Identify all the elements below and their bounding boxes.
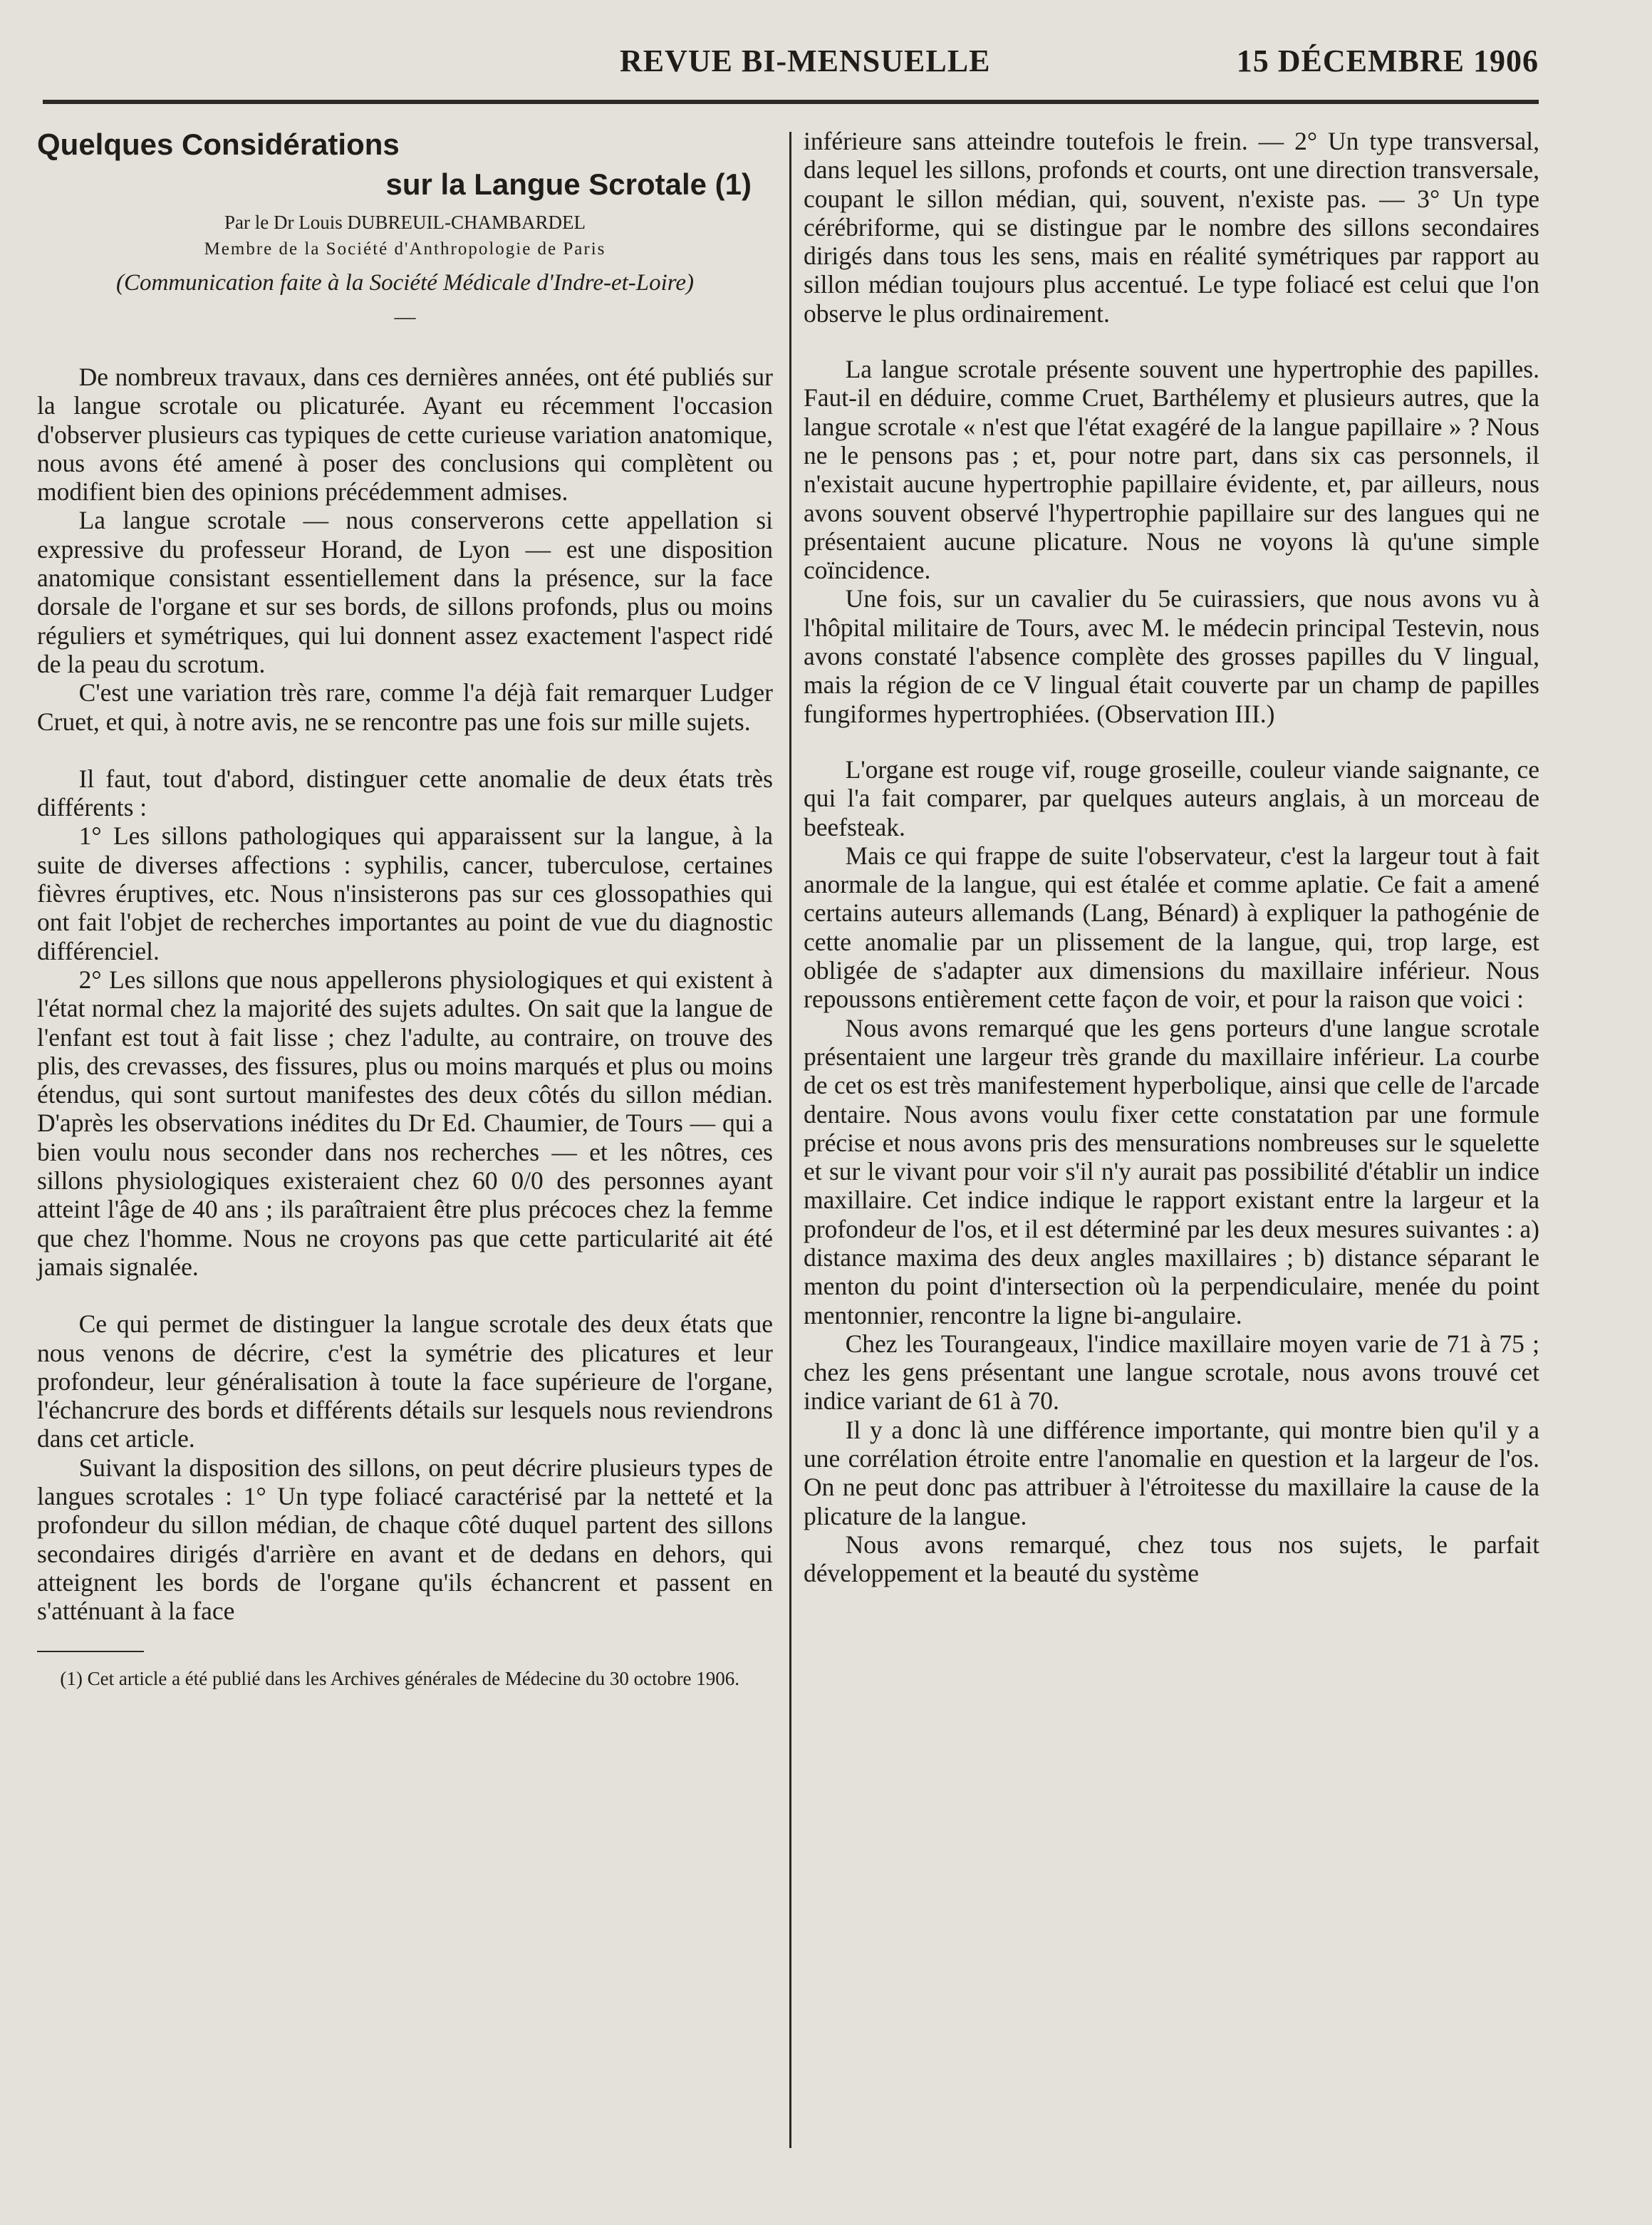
title-separator: — [394,305,416,328]
issue-date: 15 DÉCEMBRE 1906 [1236,43,1539,78]
paragraph: Mais ce qui frappe de suite l'observateur, c'est la largeur tout à fait anormale de la langue, qui est étalée et comme aplatie. Ce fait a amené certains auteurs allemands (Lang, Bénard) à expliquer la pathogénie de cette anomalie par un plissement de la langue, qui, trop large, est obligée de s'adapter aux dimensions du maxillaire inférieur. Nous repoussons entièrement cette façon de voir, et pour la raison que voici : [804,841,1539,1014]
paragraph: Suivant la disposition des sillons, on peut décrire plusieurs types de langues scrotales : 1° Un type foliacé caractérisé par la netteté et la profondeur du sillon médian, de chaque côté duquel partent des sillons secondaires dirigés d'arrière en avant et de dedans en dehors, qui atteignent les bords de l'organe qu'ils échancrent et passent en s'atténuant à la face [37,1453,773,1626]
right-column [804,127,1539,1588]
paragraph: La langue scrotale présente souvent une hypertrophie des papilles. Faut-il en déduire, comme Cruet, Barthélemy et plusieurs autres, que la langue scrotale « n'est que l'état exagéré de la langue papillaire » ? Nous ne le pensons pas ; et, pour notre part, dans six cas personnels, il n'existait aucune hypertrophie papillaire évidente, et, par ailleurs, nous avons souvent observé l'hypertrophie papillaire sur des langues qui ne présentaient aucune plicature. Nous ne voyons là qu'une simple coïncidence. [804,355,1539,585]
communication-note: (Communication faite à la Société Médicale d'Indre-et-Loire) [115,270,695,296]
paragraph: Il faut, tout d'abord, distinguer cette anomalie de deux états très différents : [37,764,773,822]
paragraph: C'est une variation très rare, comme l'a déjà fait remarquer Ludger Cruet, et qui, à notre avis, ne se rencontre pas une fois sur mille sujets. [37,678,773,736]
author-membership: Membre de la Société d'Anthropologie de Paris [204,239,606,259]
page-header [43,43,1539,85]
author-byline: Par le Dr Louis DUBREUIL-CHAMBARDEL [224,212,586,233]
paragraph: Nous avons remarqué, chez tous nos sujets, le parfait développement et la beauté du système [804,1530,1539,1588]
paragraph: 2° Les sillons que nous appellerons physiologiques et qui existent à l'état normal chez la majorité des sujets adultes. On sait que la langue de l'enfant est tout à fait lisse ; chez l'adulte, au contraire, on trouve des plis, des crevasses, des fissures, plus ou moins marqués et plus ou moins étendus, qui sont surtout manifestes des deux côtés du sillon médian. D'après les observations inédites du Dr Ed. Chaumier, de Tours — qui a bien voulu nous seconder dans nos recherches — et les nôtres, ces sillons physiologiques existeraient chez 60 0/0 des personnes ayant atteint l'âge de 40 ans ; ils paraîtraient être plus précoces chez la femme que chez l'homme. Nous ne croyons pas que cette particularité ait été jamais signalée. [37,965,773,1281]
paragraph: De nombreux travaux, dans ces dernières années, ont été publiés sur la langue scrotale ou plicaturée. Ayant eu récemment l'occasion d'observer plusieurs cas typiques de cette curieuse variation anatomique, nous avons été amené à poser des conclusions qui complètent ou modifient bien des opinions précédemment admises. [37,363,773,507]
article-title-line2: sur la Langue Scrotale (1) [385,167,752,201]
paragraph: Nous avons remarqué que les gens porteurs d'une langue scrotale présentaient une largeur très grande du maxillaire inférieur. La courbe de cet os est très manifestement hyperbolique, ainsi que celle de l'arcade dentaire. Nous avons voulu fixer cette constatation par une formule précise et nous avons pris des mensurations nombreuses sur le squelette et sur le vivant pour voir s'il n'y aurait pas possibilité d'établir un indice maxillaire. Cet indice indique le rapport existant entre la largeur et la profondeur de l'os, et il est déterminé par les deux mesures suivantes : a) distance maxima des deux angles maxillaires ; b) distance séparant le menton du point d'intersection où la perpendiculaire, menée du point mentonnier, rencontre la ligne bi-angulaire. [804,1013,1539,1329]
journal-name: REVUE BI-MENSUELLE [620,43,991,78]
paragraph: Ce qui permet de distinguer la langue scrotale des deux états que nous venons de décrire, c'est la symétrie des plicatures et leur profondeur, leur généralisation à toute la face supérieure de l'organe, l'échancrure des bords et différents détails sur lesquels nous reviendrons dans cet article. [37,1309,773,1453]
paragraph: L'organe est rouge vif, rouge groseille, couleur viande saignante, ce qui l'a fait comparer, par quelques auteurs anglais, à un morceau de beefsteak. [804,754,1539,841]
paragraph: Il y a donc là une différence importante, qui montre bien qu'il y a une corrélation étroite entre l'anomalie en question et la largeur de l'os. On ne peut donc pas attribuer à l'étroitesse du maxillaire la cause de la plicature de la langue. [804,1415,1539,1530]
footnote: (1) Cet article a été publié dans les Archives générales de Médecine du 30 octobre 1906. [60,1668,740,1690]
paragraph: 1° Les sillons pathologiques qui apparaissent sur la langue, à la suite de diverses affections : syphilis, cancer, tuberculose, certaines fièvres éruptives, etc. Nous n'insisterons pas sur ces glossopathies qui ont fait l'objet de recherches importantes au point de vue du diagnostic différenciel. [37,821,773,965]
paragraph: inférieure sans atteindre toutefois le frein. — 2° Un type transversal, dans lequel les sillons, profonds et courts, ont une direction transversale, coupant le sillon médian, qui, souvent, n'existe pas. — 3° Un type cérébriforme, qui se distingue par le nombre des sillons secondaires dirigés dans tous les sens, mais en réalité symétriques par rapport au sillon médian toujours plus accentué. Le type foliacé est celui que l'on observe le plus ordinairement. [804,127,1539,328]
footnote-rule [37,1651,144,1652]
paragraph: La langue scrotale — nous conserverons cette appellation si expressive du professeur Horand, de Lyon — est une disposition anatomique consistant essentiellement dans la présence, sur la face dorsale de l'organe et sur ses bords, de sillons profonds, plus ou moins réguliers et symétriques, qui lui donnent assez exactement l'aspect ridé de la peau du scrotum. [37,506,773,678]
article-title-line1: Quelques Considérations [37,128,400,161]
left-column [37,125,773,1691]
paragraph: Une fois, sur un cavalier du 5e cuirassiers, que nous avons vu à l'hôpital militaire de Tours, avec M. le médecin principal Testevin, nous avons constaté l'absence complète des grosses papilles du V lingual, mais la région de ce V lingual était couverte par un champ de papilles fungiformes hypertrophiées. (Observation III.) [804,584,1539,728]
paragraph: Chez les Tourangeaux, l'indice maxillaire moyen varie de 71 à 75 ; chez les gens présentant une langue scrotale, nous avons trouvé cet indice variant de 61 à 70. [804,1329,1539,1416]
header-rule [43,100,1539,104]
column-divider [789,132,791,2148]
